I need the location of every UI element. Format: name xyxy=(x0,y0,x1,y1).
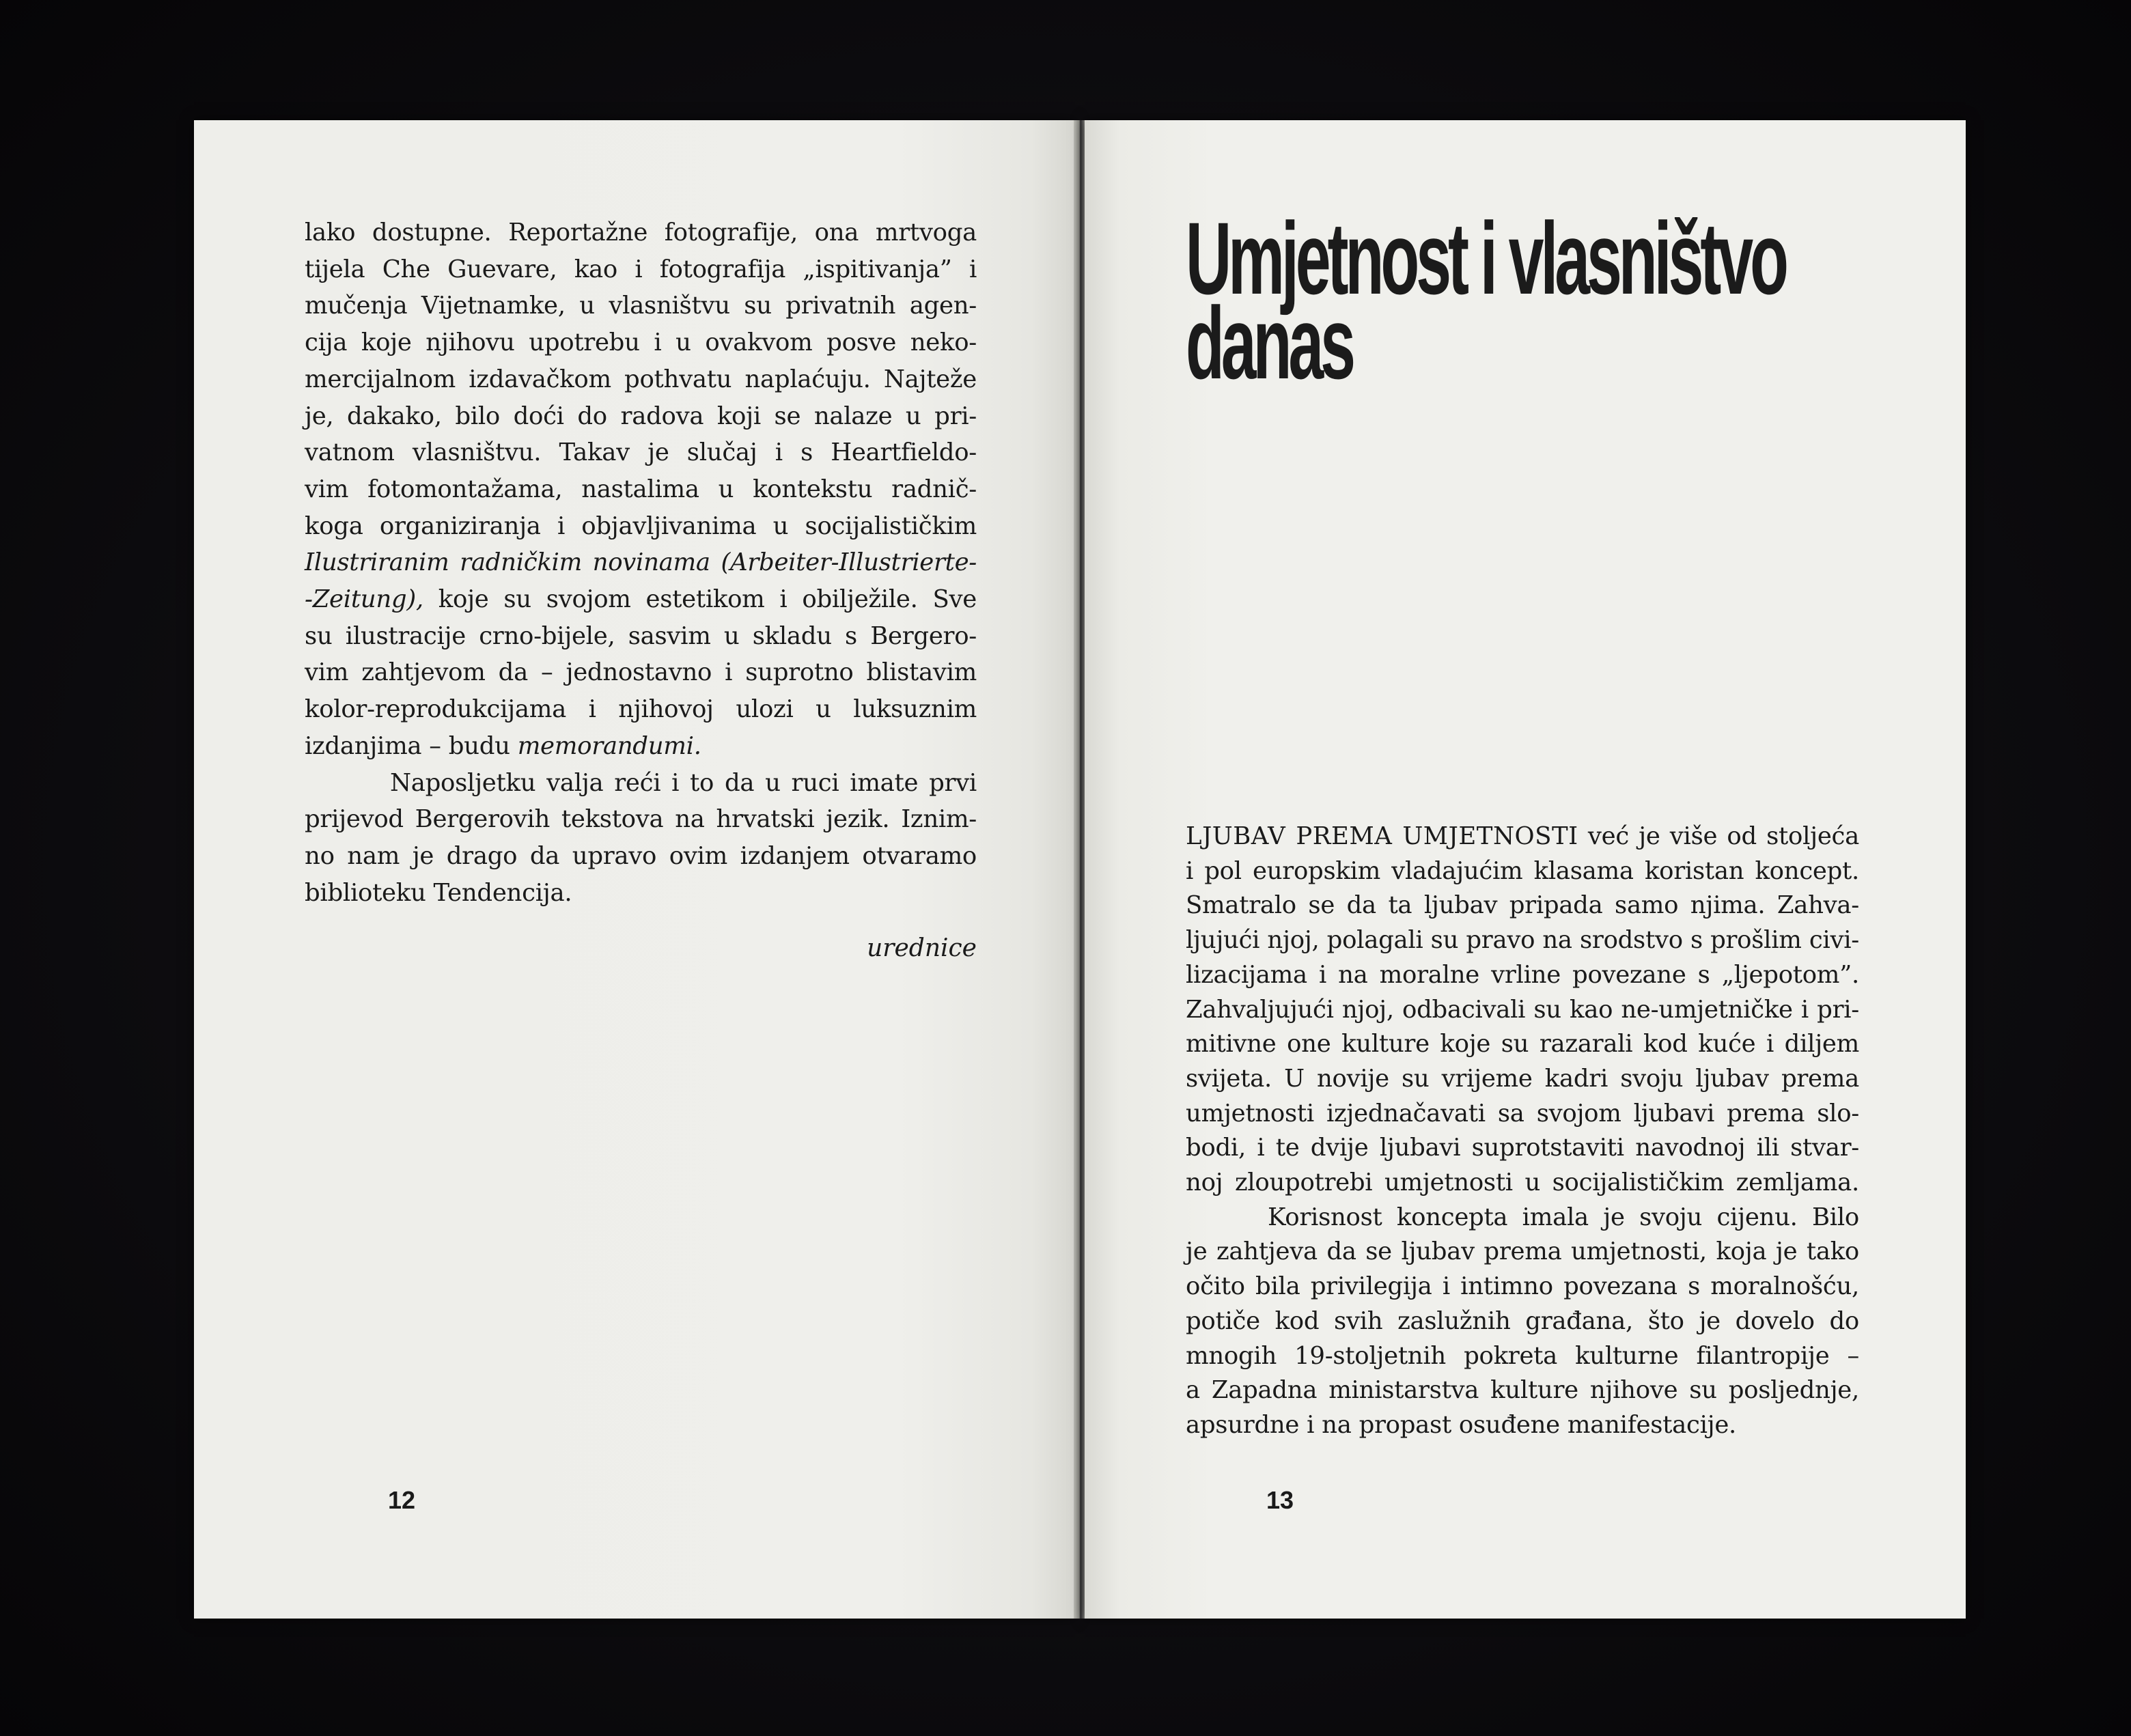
right-page xyxy=(1085,120,1966,1619)
text-fragment: već je više od stoljeća xyxy=(1578,822,1859,850)
text-line: lako dostupne. Reportažne fotografije, ona mrtvoga xyxy=(305,219,977,247)
text-line: mučenja Vijetnamke, u vlasništvu su privatnih agen- xyxy=(305,292,977,320)
text-line: očito bila privilegija i intimno povezana s moralnošću, xyxy=(1186,1272,1859,1301)
text-line: i pol europskim vladajućim klasama koristan koncept. xyxy=(1186,856,1859,885)
text-line: lizacijama i na moralne vrline povezane s „ljepotom”. xyxy=(1186,960,1859,989)
text-line: prijevod Bergerovih tekstova na hrvatski jezik. Iznim- xyxy=(305,805,977,834)
text-fragment: izdanjima – budu xyxy=(305,731,518,760)
text-line: no nam je drago da upravo ovim izdanjem otvaramo xyxy=(305,841,977,870)
text-line: je, dakako, bilo doći do radova koji se nalaze u pri- xyxy=(305,402,977,430)
paragraph-start-line: Korisnost koncepta imala je svoju cijenu. Bilo xyxy=(1268,1203,1859,1231)
editors-signature: urednice xyxy=(867,934,977,962)
italic-title-line: Ilustriranim radničkim novinama (Arbeiter-Illustrierte- xyxy=(305,548,977,577)
text-line: ljujući njoj, polagali su pravo na srodstvo s prošlim civi- xyxy=(1186,926,1859,955)
text-line: su ilustracije crno-bijele, sasvim u skladu s Bergero- xyxy=(305,621,977,650)
text-line: cija koje njihovu upotrebu i u ovakvom posve neko- xyxy=(305,328,977,357)
text-line: je zahtjeva da se ljubav prema umjetnosti, koja je tako xyxy=(1186,1237,1859,1266)
text-line: vatnom vlasništvu. Takav je slučaj i s Heartfieldo- xyxy=(305,438,977,467)
text-fragment: koje su svojom estetikom i obilježile. Sve xyxy=(423,585,977,614)
heading-line-2: danas xyxy=(1186,285,1352,400)
text-line: mercijalnom izdavačkom pothvatu naplaćuju. Najteže xyxy=(305,365,977,393)
heading-line-1: Umjetnost i vlasništvo xyxy=(1186,201,1785,316)
text-line: mitivne one kulture koje su razarali kod kuće i diljem xyxy=(1186,1030,1859,1059)
text-line: biblioteku Tendencija. xyxy=(305,878,572,907)
page-number-right: 13 xyxy=(1266,1486,1294,1514)
text-line xyxy=(305,728,977,765)
opening-caps: LJUBAV PREMA UMJETNOSTI xyxy=(1186,822,1578,850)
opening-line xyxy=(1186,820,1859,854)
text-line: vim zahtjevom da – jednostavno i suprotno blistavim xyxy=(305,658,977,687)
text-line: Smatralo se da ta ljubav pripada samo njima. Zahva- xyxy=(1186,891,1859,920)
text-line: Zahvaljujući njoj, odbacivali su kao ne-umjetničke i pri- xyxy=(1186,995,1859,1024)
left-page-body xyxy=(305,214,977,911)
left-page xyxy=(194,120,1075,1619)
text-line xyxy=(305,581,977,618)
page-number-left: 12 xyxy=(388,1486,416,1514)
italic-term: memorandumi. xyxy=(517,731,701,760)
chapter-heading xyxy=(1186,201,1785,400)
text-line: potiče kod svih zaslužnih građana, što je dovelo do xyxy=(1186,1306,1859,1335)
italic-title-part: -Zeitung), xyxy=(305,585,423,614)
text-line: umjetnosti izjednačavati sa svojom ljubavi prema slo- xyxy=(1186,1099,1859,1128)
text-line: tijela Che Guevare, kao i fotografija „ispitivanja” i xyxy=(305,255,977,283)
text-line: noj zloupotrebi umjetnosti u socijalističkim zemljama. xyxy=(1186,1168,1859,1197)
text-line: vim fotomontažama, nastalima u kontekstu radnič- xyxy=(305,475,977,503)
text-line: bodi, i te dvije ljubavi suprotstaviti navodnoj ili stvar- xyxy=(1186,1134,1859,1162)
text-line: koga organiziranja i objavljivanima u socijalističkim xyxy=(305,512,977,540)
text-line: a Zapadna ministarstva kulture njihove su posljednje, xyxy=(1186,1376,1859,1405)
text-line: kolor-reprodukcijama i njihovoj ulozi u luksuznim xyxy=(305,695,977,724)
text-line: mnogih 19-stoljetnih pokreta kulturne filantropije – xyxy=(1186,1341,1859,1370)
text-line: svijeta. U novije su vrijeme kadri svoju ljubav prema xyxy=(1186,1064,1859,1093)
text-line: apsurdne i na propast osuđene manifestacije. xyxy=(1186,1410,1737,1439)
right-page-body xyxy=(1186,820,1859,1443)
paragraph-start-line: Naposljetku valja reći i to da u ruci imate prvi xyxy=(390,768,977,797)
